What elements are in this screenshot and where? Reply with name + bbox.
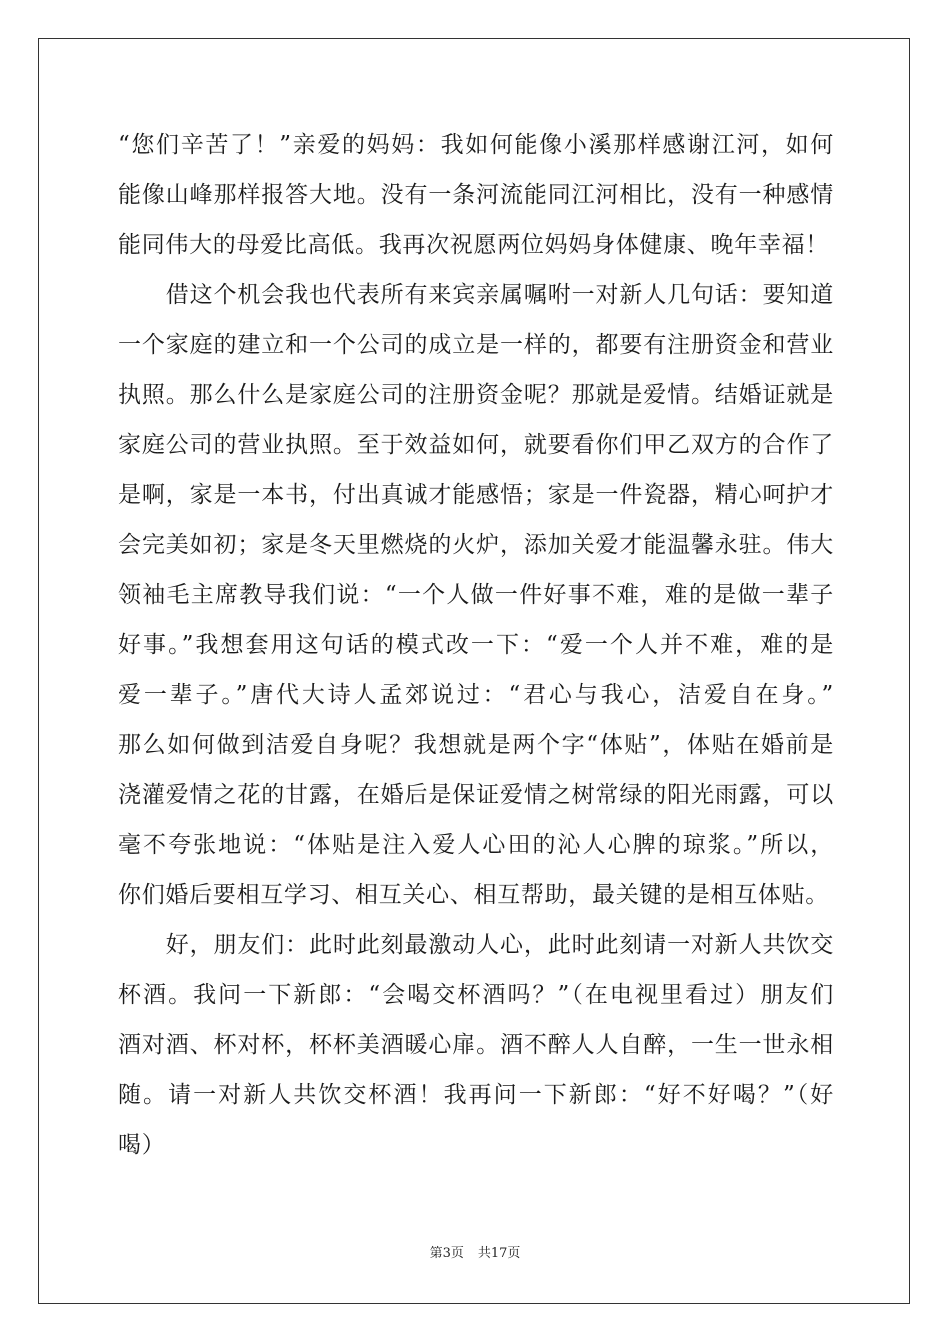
text-line: “您们辛苦了！”亲爱的妈妈：我如何能像小溪那样感谢江河，如何 <box>118 132 834 158</box>
paragraph-1 <box>118 120 834 270</box>
document-body <box>118 120 834 1170</box>
text-line: 一个家庭的建立和一个公司的成立是一样的，都要有注册资金和营业 <box>118 332 834 358</box>
page-number: 第3页 <box>429 1246 464 1261</box>
text-line: 是啊，家是一本书，付出真诚才能感悟；家是一件瓷器，精心呵护才 <box>118 482 834 508</box>
text-line: 杯酒。我问一下新郎：“会喝交杯酒吗？”（在电视里看过）朋友们 <box>118 982 834 1008</box>
paragraph-2 <box>118 270 834 920</box>
text-line: 酒对酒、杯对杯，杯杯美酒暖心扉。酒不醉人人自醉，一生一世永相 <box>118 1032 834 1058</box>
text-line: 能像山峰那样报答大地。没有一条河流能同江河相比，没有一种感情 <box>118 182 834 208</box>
text-line: 借这个机会我也代表所有来宾亲属嘱咐一对新人几句话：要知道 <box>118 282 834 308</box>
page-footer <box>0 1245 950 1263</box>
text-line: 喝） <box>118 1132 166 1158</box>
text-line: 浇灌爱情之花的甘露，在婚后是保证爱情之树常绿的阳光雨露，可以 <box>118 782 834 808</box>
page-total: 共17页 <box>477 1246 521 1261</box>
text-line: 领袖毛主席教导我们说：“一个人做一件好事不难，难的是做一辈子 <box>118 582 834 608</box>
text-line: 毫不夸张地说：“体贴是注入爱人心田的沁人心脾的琼浆。”所以， <box>118 832 834 858</box>
text-line: 会完美如初；家是冬天里燃烧的火炉，添加关爱才能温馨永驻。伟大 <box>118 532 834 558</box>
text-line: 好事。”我想套用这句话的模式改一下：“爱一个人并不难，难的是 <box>118 632 834 658</box>
text-line: 家庭公司的营业执照。至于效益如何，就要看你们甲乙双方的合作了 <box>118 432 834 458</box>
text-line: 爱一辈子。”唐代大诗人孟郊说过：“君心与我心，洁爱自在身。” <box>118 682 834 708</box>
text-line: 你们婚后要相互学习、相互关心、相互帮助，最关键的是相互体贴。 <box>118 882 829 908</box>
paragraph-3 <box>118 920 834 1170</box>
text-line: 好，朋友们：此时此刻最激动人心，此时此刻请一对新人共饮交 <box>118 932 834 958</box>
text-line: 执照。那么什么是家庭公司的注册资金呢？那就是爱情。结婚证就是 <box>118 382 834 408</box>
text-line: 那么如何做到洁爱自身呢？我想就是两个字“体贴”，体贴在婚前是 <box>118 732 834 758</box>
text-line: 随。请一对新人共饮交杯酒！我再问一下新郎：“好不好喝？”（好 <box>118 1082 834 1108</box>
text-line: 能同伟大的母爱比高低。我再次祝愿两位妈妈身体健康、晚年幸福！ <box>118 232 829 258</box>
